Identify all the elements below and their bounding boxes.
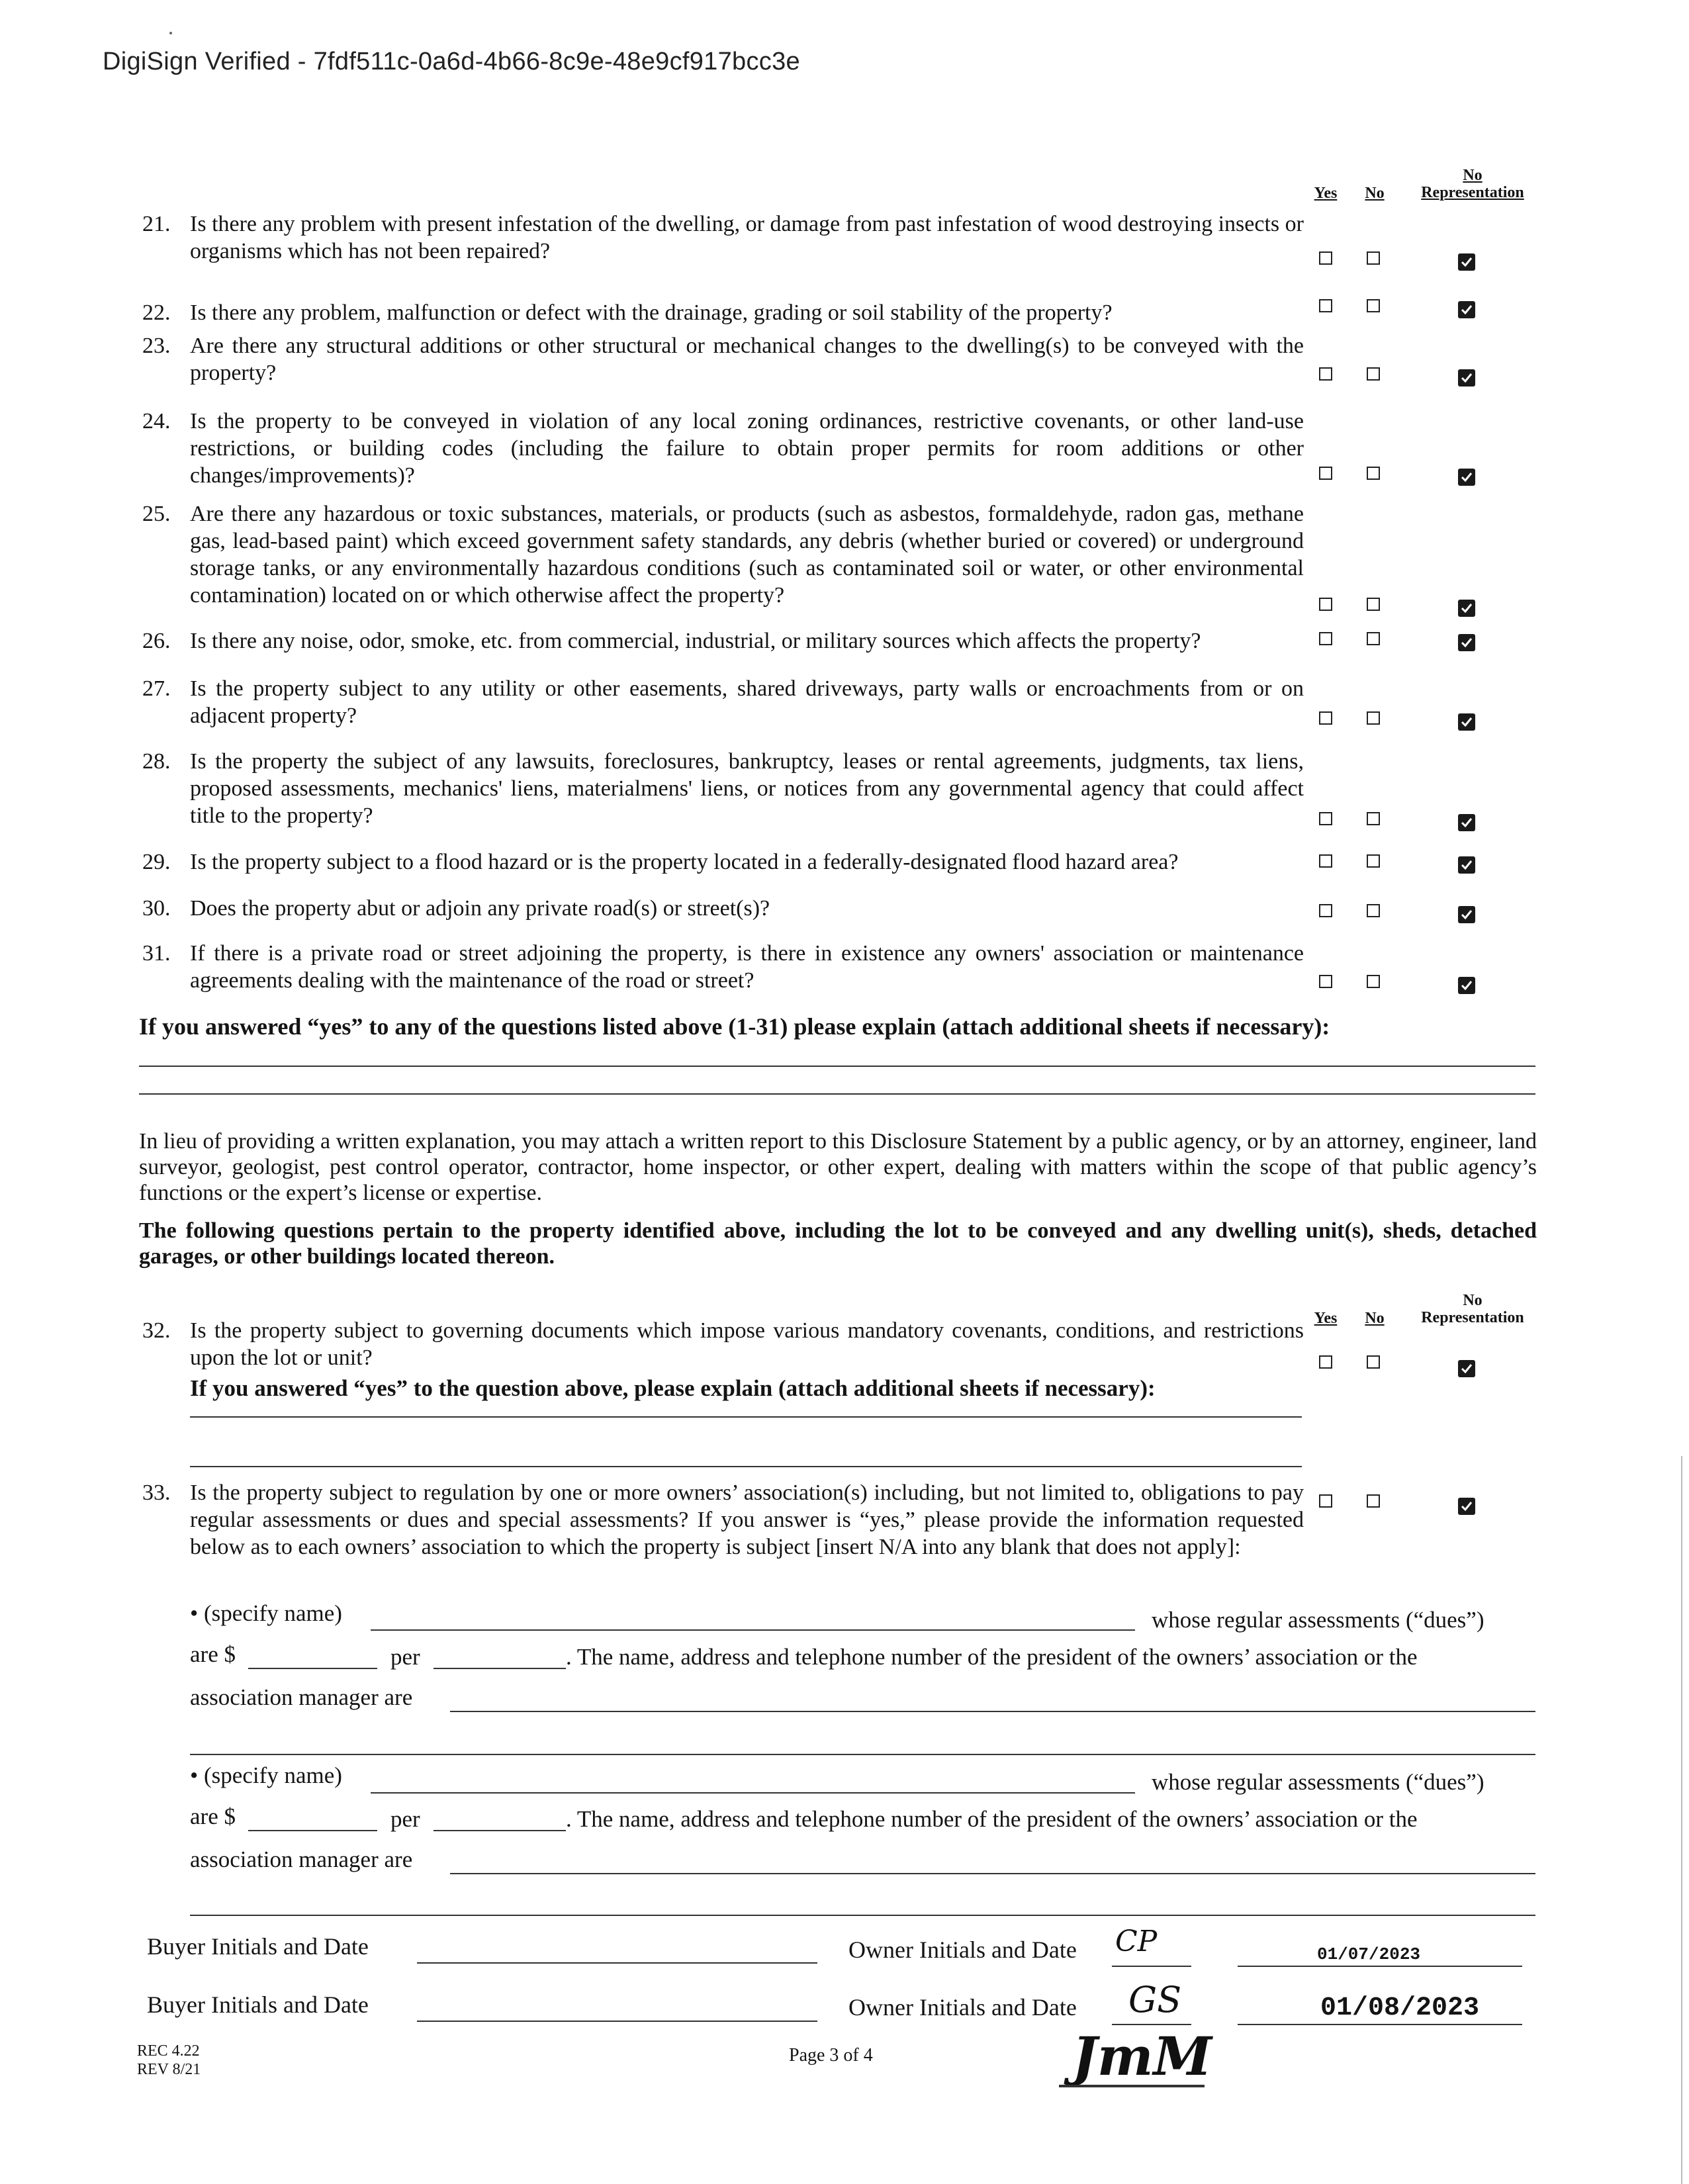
question-32: [142, 1317, 1304, 1371]
owner1-date-field[interactable]: [1238, 1966, 1522, 1967]
question-text: Is there any problem with present infestation of the dwelling, or damage from past infestation of wood destroying insects or organisms which has not been repaired?: [190, 212, 1304, 263]
question-text: Is the property subject to a flood hazard or is the property located in a federally-designated flood hazard area?: [190, 850, 1179, 874]
question-29: [142, 848, 1304, 876]
question-number: 23.: [142, 334, 171, 358]
q31-no-checkbox[interactable]: [1367, 975, 1380, 988]
q33-no-checkbox[interactable]: [1367, 1494, 1380, 1508]
q32-explain-line-2[interactable]: [190, 1466, 1302, 1467]
q25-no-checkbox[interactable]: [1367, 598, 1380, 611]
q22-yes-checkbox[interactable]: [1319, 299, 1332, 312]
checkmark-icon: [1460, 858, 1473, 872]
assoc1-period-field[interactable]: [434, 1668, 566, 1669]
assoc1-manager-label: association manager are: [190, 1684, 413, 1710]
question-23: [142, 332, 1304, 387]
col-norep-header-2: [1406, 1292, 1539, 1326]
q27-no-checkbox[interactable]: [1367, 711, 1380, 725]
question-33-text: Is the property subject to regulation by one or more owners’ association(s) including, but not limited to, obligations to pay regular assessments or dues and special assessments? If you answer is “yes,” please provide the information requested below as to each owners’ association to which the property is subject [insert N/A into any blank that does not apply]:: [190, 1480, 1304, 1559]
col-no-header-2: No: [1365, 1310, 1385, 1327]
explain-line-2[interactable]: [139, 1093, 1535, 1095]
assoc1-whose-label: whose regular assessments (“dues”): [1152, 1607, 1484, 1633]
buyer-initials-field-1[interactable]: [417, 1962, 817, 1964]
question-text: Is the property to be conveyed in violation of any local zoning ordinances, restrictive covenants, or other land-use restrictions, or building codes (including the failure to obtain proper permits for room additions or other changes/improvements)?: [190, 409, 1304, 488]
q31-norep-checkbox[interactable]: [1458, 977, 1475, 994]
owner2-date-field[interactable]: [1238, 2024, 1522, 2025]
question-number: 21.: [142, 212, 171, 236]
question-32-number: 32.: [142, 1318, 171, 1343]
checkmark-icon: [1460, 255, 1473, 269]
bottom-handwritten-initials: JmM: [1072, 2025, 1212, 2087]
q23-yes-checkbox[interactable]: [1319, 367, 1332, 381]
question-number: 29.: [142, 850, 171, 874]
q22-norep-checkbox[interactable]: [1458, 301, 1475, 318]
checkmark-icon: [1460, 1500, 1473, 1513]
scan-edge-line: [1681, 1456, 1682, 2184]
q29-no-checkbox[interactable]: [1367, 854, 1380, 868]
question-21: [142, 210, 1304, 265]
form-revision: REV 8/21: [137, 2061, 201, 2078]
q21-yes-checkbox[interactable]: [1319, 251, 1332, 265]
page-number: Page 3 of 4: [789, 2045, 873, 2066]
checkmark-icon: [1460, 471, 1473, 484]
q26-norep-checkbox[interactable]: [1458, 634, 1475, 651]
assoc2-manager-label: association manager are: [190, 1846, 413, 1872]
owner-initials-label-2: Owner Initials and Date: [848, 1994, 1077, 2021]
assoc1-per-label: per: [390, 1644, 420, 1670]
assoc1-specify-label: • (specify name): [190, 1600, 342, 1626]
checkmark-icon: [1460, 371, 1473, 385]
question-text: Are there any hazardous or toxic substances, materials, or products (such as asbestos, formaldehyde, radon gas, methane gas, lead-based paint) which exceed government safety standards, any debris (whether buried or covered) or underground storage tanks, or any environmentally hazardous conditions (such as contaminated soil or water, or other environmental contamination) located on or which otherwise affect the property?: [190, 502, 1304, 608]
checkmark-icon: [1460, 636, 1473, 649]
question-text: If there is a private road or street adjoining the property, is there in existence any owners' association or maintenance agreements dealing with the maintenance of the road or street?: [190, 941, 1304, 993]
question-32-text: Is the property subject to governing documents which impose various mandatory covenants, conditions, and restrictions upon the lot or unit?: [190, 1318, 1304, 1370]
question-33: [142, 1479, 1304, 1561]
assoc1-name-address-text: . The name, address and telephone number of the president of the owners’ association or the: [566, 1644, 1418, 1670]
question-22: [142, 299, 1304, 326]
question-27: [142, 675, 1304, 729]
bottom-initials-underline: [1059, 2085, 1205, 2087]
question-26: [142, 627, 1304, 655]
q21-norep-checkbox[interactable]: [1458, 253, 1475, 271]
checkmark-icon: [1460, 908, 1473, 921]
q25-yes-checkbox[interactable]: [1319, 598, 1332, 611]
col-norep-line1-2: No: [1463, 1292, 1483, 1309]
owner2-date: 01/08/2023: [1320, 1993, 1480, 2023]
q23-no-checkbox[interactable]: [1367, 367, 1380, 381]
form-code: REC 4.22: [137, 2042, 200, 2060]
question-number: 26.: [142, 629, 171, 653]
assoc2-whose-label: whose regular assessments (“dues”): [1152, 1769, 1484, 1795]
owner1-date: 01/07/2023: [1317, 1944, 1421, 1964]
assoc1-manager-field-2[interactable]: [190, 1754, 1535, 1755]
assoc2-manager-field[interactable]: [450, 1873, 1535, 1874]
q33-norep-checkbox[interactable]: [1458, 1498, 1475, 1515]
question-number: 25.: [142, 502, 171, 526]
col-norep-line1: No: [1463, 167, 1483, 184]
q25-norep-checkbox[interactable]: [1458, 600, 1475, 617]
question-text: Is there any noise, odor, smoke, etc. from commercial, industrial, or military sources which affects the property?: [190, 629, 1201, 653]
question-25: [142, 500, 1304, 609]
assoc1-are-label: are $: [190, 1641, 236, 1667]
q22-no-checkbox[interactable]: [1367, 299, 1380, 312]
col-yes-header: Yes: [1314, 185, 1338, 202]
assoc2-specify-label: • (specify name): [190, 1762, 342, 1788]
checkmark-icon: [1460, 979, 1473, 992]
in-lieu-paragraph: In lieu of providing a written explanation, you may attach a written report to this Disclosure Statement by a public agency, or by an attorney, engineer, land surveyor, geologist, pest control operator, contractor, home inspector, or other expert, dealing with matters within the scope of that public agency’s functions or the expert’s license or expertise.: [139, 1129, 1537, 1205]
scan-dot: [169, 32, 172, 34]
owner2-initials: GS: [1128, 1979, 1182, 2021]
assoc2-per-label: per: [390, 1806, 420, 1832]
assoc2-amount-field[interactable]: [248, 1830, 377, 1831]
checkmark-icon: [1460, 303, 1473, 316]
checkmark-icon: [1460, 602, 1473, 615]
q30-yes-checkbox[interactable]: [1319, 904, 1332, 917]
following-questions-note: The following questions pertain to the property identified above, including the lot to be conveyed and any dwelling unit(s), sheds, detached garages, or other buildings located thereon.: [139, 1218, 1537, 1269]
q24-no-checkbox[interactable]: [1367, 467, 1380, 480]
checkmark-icon: [1460, 816, 1473, 829]
q27-yes-checkbox[interactable]: [1319, 711, 1332, 725]
question-28: [142, 748, 1304, 829]
q29-norep-checkbox[interactable]: [1458, 856, 1475, 874]
question-number: 24.: [142, 409, 171, 433]
q26-no-checkbox[interactable]: [1367, 632, 1380, 645]
owner-initials-label-1: Owner Initials and Date: [848, 1936, 1077, 1963]
q32-explain-line-1[interactable]: [190, 1416, 1302, 1418]
buyer-initials-label-2: Buyer Initials and Date: [147, 1991, 369, 2018]
col-norep-line2: Representation: [1421, 184, 1524, 201]
q32-norep-checkbox[interactable]: [1458, 1360, 1475, 1377]
explain-line-1[interactable]: [139, 1066, 1535, 1067]
question-24: [142, 408, 1304, 489]
question-number: 27.: [142, 676, 171, 701]
question-text: Is the property subject to any utility or other easements, shared driveways, party walls or encroachments from or on adjacent property?: [190, 676, 1304, 728]
col-norep-line2-2: Representation: [1421, 1309, 1524, 1326]
assoc2-name-field[interactable]: [371, 1792, 1135, 1794]
question-text: Are there any structural additions or other structural or mechanical changes to the dwelling(s) to be conveyed with the property?: [190, 334, 1304, 385]
question-33-number: 33.: [142, 1480, 171, 1505]
question-text: Is the property the subject of any lawsuits, foreclosures, bankruptcy, leases or rental agreements, judgments, tax liens, proposed assessments, mechanics' liens, materialmens' liens, or notices from any governmental agency that could affect title to the property?: [190, 749, 1304, 828]
question-number: 31.: [142, 941, 171, 966]
q24-norep-checkbox[interactable]: [1458, 469, 1475, 486]
col-no-header: No: [1365, 185, 1385, 202]
question-number: 30.: [142, 896, 171, 921]
col-yes-header-2: Yes: [1314, 1310, 1338, 1327]
q28-yes-checkbox[interactable]: [1319, 812, 1332, 825]
q28-no-checkbox[interactable]: [1367, 812, 1380, 825]
q23-norep-checkbox[interactable]: [1458, 369, 1475, 387]
buyer-initials-field-2[interactable]: [417, 2021, 817, 2022]
q33-yes-checkbox[interactable]: [1319, 1494, 1332, 1508]
assoc2-are-label: are $: [190, 1803, 236, 1829]
question-30: [142, 895, 1304, 922]
q32-explain-label: If you answered “yes” to the question above, please explain (attach additional sheets if necessary):: [190, 1375, 1156, 1401]
checkmark-icon: [1460, 715, 1473, 729]
assoc2-name-address-text: . The name, address and telephone number of the president of the owners’ association or the: [566, 1806, 1418, 1832]
assoc2-manager-field-2[interactable]: [190, 1915, 1535, 1916]
q29-yes-checkbox[interactable]: [1319, 854, 1332, 868]
q32-no-checkbox[interactable]: [1367, 1355, 1380, 1369]
explain-1-31-label: If you answered “yes” to any of the questions listed above (1-31) please explain (attach additional sheets if necessary):: [139, 1013, 1330, 1040]
q26-yes-checkbox[interactable]: [1319, 632, 1332, 645]
assoc1-manager-field[interactable]: [450, 1711, 1535, 1712]
q30-norep-checkbox[interactable]: [1458, 906, 1475, 923]
q32-yes-checkbox[interactable]: [1319, 1355, 1332, 1369]
assoc2-period-field[interactable]: [434, 1830, 566, 1831]
q21-no-checkbox[interactable]: [1367, 251, 1380, 265]
checkmark-icon: [1460, 1362, 1473, 1375]
digisign-verification: DigiSign Verified - 7fdf511c-0a6d-4b66-8c9e-48e9cf917bcc3e: [103, 48, 800, 75]
question-number: 28.: [142, 749, 171, 774]
owner1-initials-field[interactable]: [1112, 1966, 1191, 1967]
col-norep-header: [1406, 167, 1539, 201]
q30-no-checkbox[interactable]: [1367, 904, 1380, 917]
buyer-initials-label-1: Buyer Initials and Date: [147, 1933, 369, 1960]
assoc1-amount-field[interactable]: [248, 1668, 377, 1669]
q27-norep-checkbox[interactable]: [1458, 713, 1475, 731]
owner1-initials: CP: [1115, 1925, 1158, 1958]
question-31: [142, 940, 1304, 994]
question-text: Does the property abut or adjoin any private road(s) or street(s)?: [190, 896, 770, 921]
question-number: 22.: [142, 300, 171, 325]
q28-norep-checkbox[interactable]: [1458, 814, 1475, 831]
q24-yes-checkbox[interactable]: [1319, 467, 1332, 480]
assoc1-name-field[interactable]: [371, 1629, 1135, 1631]
q31-yes-checkbox[interactable]: [1319, 975, 1332, 988]
question-text: Is there any problem, malfunction or defect with the drainage, grading or soil stability of the property?: [190, 300, 1113, 325]
